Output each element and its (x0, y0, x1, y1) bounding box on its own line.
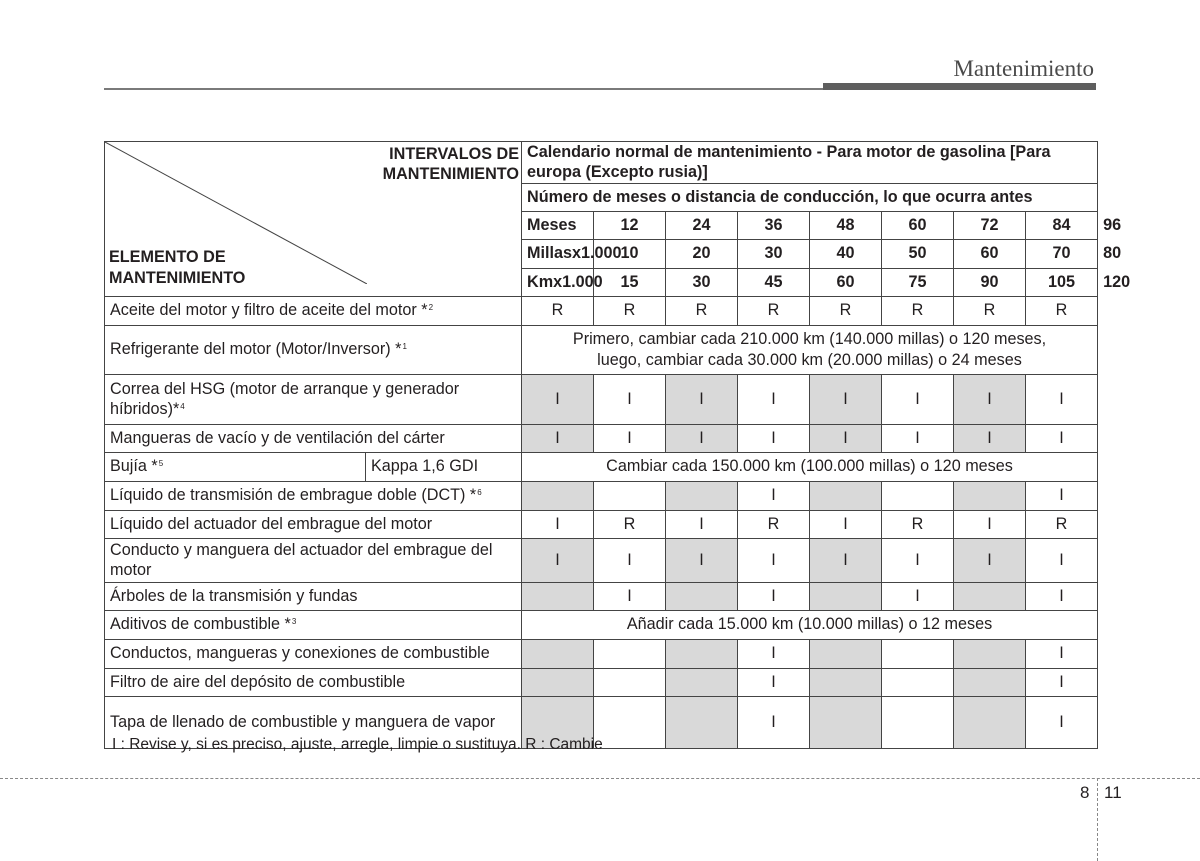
interval-cell: R (738, 510, 810, 538)
interval-cell: I (882, 582, 954, 610)
table-row (105, 582, 1098, 610)
footnote-ref: 1 (402, 342, 407, 352)
interval-cell (954, 582, 1026, 610)
page-number: 11 (1104, 783, 1122, 802)
maintenance-item: Líquido del actuador del embrague del motor (105, 510, 522, 538)
month-value: 24 (666, 211, 738, 239)
interval-cell (954, 481, 1026, 510)
interval-cell: I (1026, 538, 1098, 582)
interval-cell: I (666, 510, 738, 538)
interval-cell: I (954, 374, 1026, 424)
interval-cell: I (738, 481, 810, 510)
interval-cell: I (666, 424, 738, 452)
miles-value: 70 (1026, 239, 1098, 268)
interval-cell (522, 668, 594, 696)
interval-cell: I (522, 424, 594, 452)
interval-cell: R (882, 510, 954, 538)
interval-cell: I (882, 424, 954, 452)
interval-cell: I (954, 424, 1026, 452)
interval-cell: I (738, 582, 810, 610)
table-row (105, 510, 1098, 538)
maintenance-item: Aditivos de combustible *$^3$ (105, 610, 522, 639)
maintenance-item: Bujía *$^5$ (105, 452, 366, 481)
interval-cell (882, 696, 954, 748)
table-row (105, 296, 1098, 325)
interval-cell: I (810, 538, 882, 582)
schedule-title: Calendario normal de mantenimiento - Para motor de gasolina [Para europa (Excepto rusia)] (522, 142, 1098, 184)
miles-value: 60 (954, 239, 1026, 268)
miles-value: 50 (882, 239, 954, 268)
interval-cell: I (666, 374, 738, 424)
maintenance-item: Filtro de aire del depósito de combustible (105, 668, 522, 696)
interval-cell (522, 639, 594, 668)
interval-cell: I (738, 696, 810, 748)
km-label: Kmx1.000 (522, 268, 594, 296)
km-value: 60 (810, 268, 882, 296)
miles-label: Millasx1.000 (522, 239, 594, 268)
interval-cell: R (1026, 296, 1098, 325)
interval-cell: I (1026, 582, 1098, 610)
interval-cell: R (666, 296, 738, 325)
interval-cell (810, 639, 882, 668)
footnote-ref: 2 (428, 303, 434, 313)
km-value: 15 (594, 268, 666, 296)
interval-cell: I (1026, 668, 1098, 696)
interval-cell (810, 668, 882, 696)
maintenance-sub-item: Kappa 1,6 GDI (366, 452, 522, 481)
interval-cell (810, 696, 882, 748)
interval-cell: I (810, 424, 882, 452)
interval-cell: I (594, 424, 666, 452)
interval-cell: R (738, 296, 810, 325)
interval-cell (594, 481, 666, 510)
interval-cell (594, 696, 666, 748)
months-label: Meses (522, 211, 594, 239)
interval-cell (666, 696, 738, 748)
maintenance-item: Árboles de la transmisión y fundas (105, 582, 522, 610)
km-value: 45 (738, 268, 810, 296)
interval-cell (522, 481, 594, 510)
interval-note: Número de meses o distancia de conducción, lo que ocurra antes (522, 183, 1098, 211)
table-row (105, 610, 1098, 639)
footnote-ref: 5 (158, 459, 164, 469)
miles-value: 30 (738, 239, 810, 268)
miles-value: 10 (594, 239, 666, 268)
month-value: 48 (810, 211, 882, 239)
table-row (105, 424, 1098, 452)
interval-cell: R (882, 296, 954, 325)
interval-cell: I (522, 538, 594, 582)
corner-top-label: INTERVALOS DE MANTENIMIENTO (382, 145, 519, 184)
interval-cell: I (1026, 696, 1098, 748)
interval-cell: I (1026, 639, 1098, 668)
interval-cell: R (594, 510, 666, 538)
maintenance-item: Tapa de llenado de combustible y manguera de vapor (105, 696, 522, 748)
table-row (105, 668, 1098, 696)
interval-cell: I (738, 668, 810, 696)
month-value: 60 (882, 211, 954, 239)
footer-divider (0, 778, 1200, 779)
interval-cell (666, 481, 738, 510)
interval-cell: I (594, 582, 666, 610)
interval-cell: I (666, 538, 738, 582)
interval-cell (810, 582, 882, 610)
interval-instruction: Cambiar cada 150.000 km (100.000 millas) o 120 meses (522, 452, 1098, 481)
month-value: 36 (738, 211, 810, 239)
maintenance-item: Refrigerante del motor (Motor/Inversor) *$^1$ (105, 325, 522, 374)
interval-cell: I (522, 374, 594, 424)
maintenance-table: INTERVALOS DE MANTENIMIENTO ELEMENTO DE MANTENIMIENTO Calendario normal de mantenimiento - Para motor de gasolina [Para europa (Excepto rusia)] Número de meses o distancia de conducción, lo que ocurra antes Meses 12 24 36 48 60 72 84 96 Millasx1.000 10 20 30 40 50 60 70 80 Kmx1.000 15 30 45 60 75 90 105 120 Aceite del motor y filtro de aceite del motor *$^2$ R R R R R R R R Refrigerante del motor (Motor/Inversor) *$^1$ Primero, cambiar cada 210.000 km (140.000 millas) o 120 meses, luego, cambiar cada 30.000 km (20.000 millas) o 24 meses Correa del HSG (motor de arranque y generador híbridos)*$^4$ I I I I I I I I Mangueras de vacío y de ventilación del cárter I I I I I I I I Bujía *$^5$ Kappa 1,6 GDI Cambiar cada 150.000 km (100.000 millas) o 120 meses Líquido de transmisión de embrague doble (DCT) *$^6$ I I Líquido del actuador del embrague del motor I R I R I R I R Conducto y manguera del actuador del embrague del motor I I I I I I I I Árboles de la transmisión y fundas I I I I Aditivos de combustible *$^3$ Añadir cada 15.000 km (10.000 millas) o 12 meses Conductos, mangueras y conexiones de combustible I I Filtro de aire del depósito de combustible I I Tapa de llenado de combustible y manguera de vapor I I (104, 141, 1098, 749)
interval-cell (810, 481, 882, 510)
interval-cell (954, 639, 1026, 668)
table-row (105, 538, 1098, 582)
km-value: 75 (882, 268, 954, 296)
chapter-number: 8 (1080, 783, 1090, 802)
interval-cell: R (594, 296, 666, 325)
footnote-ref: 6 (477, 488, 482, 498)
interval-cell: I (954, 538, 1026, 582)
km-value: 105 (1026, 268, 1098, 296)
interval-cell: I (882, 374, 954, 424)
table-row (105, 325, 1098, 374)
interval-cell (666, 668, 738, 696)
interval-cell: R (1026, 510, 1098, 538)
maintenance-item: Conducto y manguera del actuador del embrague del motor (105, 538, 522, 582)
interval-instruction: Añadir cada 15.000 km (10.000 millas) o 12 meses (522, 610, 1098, 639)
corner-bottom-label: ELEMENTO DE MANTENIMIENTO (109, 248, 246, 288)
interval-cell (666, 639, 738, 668)
interval-cell (522, 582, 594, 610)
interval-cell: I (1026, 374, 1098, 424)
table-row (105, 374, 1098, 424)
interval-cell: I (594, 374, 666, 424)
km-value: 90 (954, 268, 1026, 296)
month-value: 84 (1026, 211, 1098, 239)
interval-cell (954, 696, 1026, 748)
footnote-ref: 3 (291, 617, 297, 627)
interval-instruction: Primero, cambiar cada 210.000 km (140.000 millas) o 120 meses, luego, cambiar cada 30.000 km (20.000 millas) o 24 meses (522, 325, 1098, 374)
maintenance-item: Correa del HSG (motor de arranque y generador híbridos)*$^4$ (105, 374, 522, 424)
interval-cell (594, 668, 666, 696)
maintenance-item: Líquido de transmisión de embrague doble (DCT) *$^6$ (105, 481, 522, 510)
interval-cell: I (738, 424, 810, 452)
interval-cell: I (882, 538, 954, 582)
interval-cell: I (810, 374, 882, 424)
interval-cell: R (810, 296, 882, 325)
interval-cell (882, 481, 954, 510)
legend-footnote: I : Revise y, si es preciso, ajuste, arregle, limpie o sustituya. R : Cambie (112, 736, 603, 753)
maintenance-item: Conductos, mangueras y conexiones de combustible (105, 639, 522, 668)
interval-cell: I (738, 538, 810, 582)
section-title: Mantenimiento (953, 56, 1094, 81)
month-value: 72 (954, 211, 1026, 239)
interval-cell: R (954, 296, 1026, 325)
miles-value: 40 (810, 239, 882, 268)
interval-cell (882, 639, 954, 668)
interval-cell (954, 668, 1026, 696)
interval-cell: I (594, 538, 666, 582)
interval-cell (882, 668, 954, 696)
table-row (105, 639, 1098, 668)
footer-page-divider (1097, 778, 1098, 861)
interval-cell (666, 582, 738, 610)
maintenance-item: Aceite del motor y filtro de aceite del motor *$^2$ (105, 296, 522, 325)
interval-cell: I (1026, 481, 1098, 510)
km-value: 30 (666, 268, 738, 296)
interval-cell (594, 639, 666, 668)
interval-cell: I (954, 510, 1026, 538)
header-rule-accent (823, 83, 1096, 90)
interval-cell: I (1026, 424, 1098, 452)
corner-header-cell (105, 142, 522, 297)
interval-cell: I (810, 510, 882, 538)
miles-value: 20 (666, 239, 738, 268)
interval-cell: I (522, 510, 594, 538)
table-row (105, 481, 1098, 510)
interval-cell: R (522, 296, 594, 325)
month-value: 12 (594, 211, 666, 239)
footnote-ref: 4 (180, 402, 185, 411)
maintenance-item: Mangueras de vacío y de ventilación del cárter (105, 424, 522, 452)
interval-cell: I (738, 639, 810, 668)
interval-cell: I (738, 374, 810, 424)
table-row (105, 452, 1098, 481)
